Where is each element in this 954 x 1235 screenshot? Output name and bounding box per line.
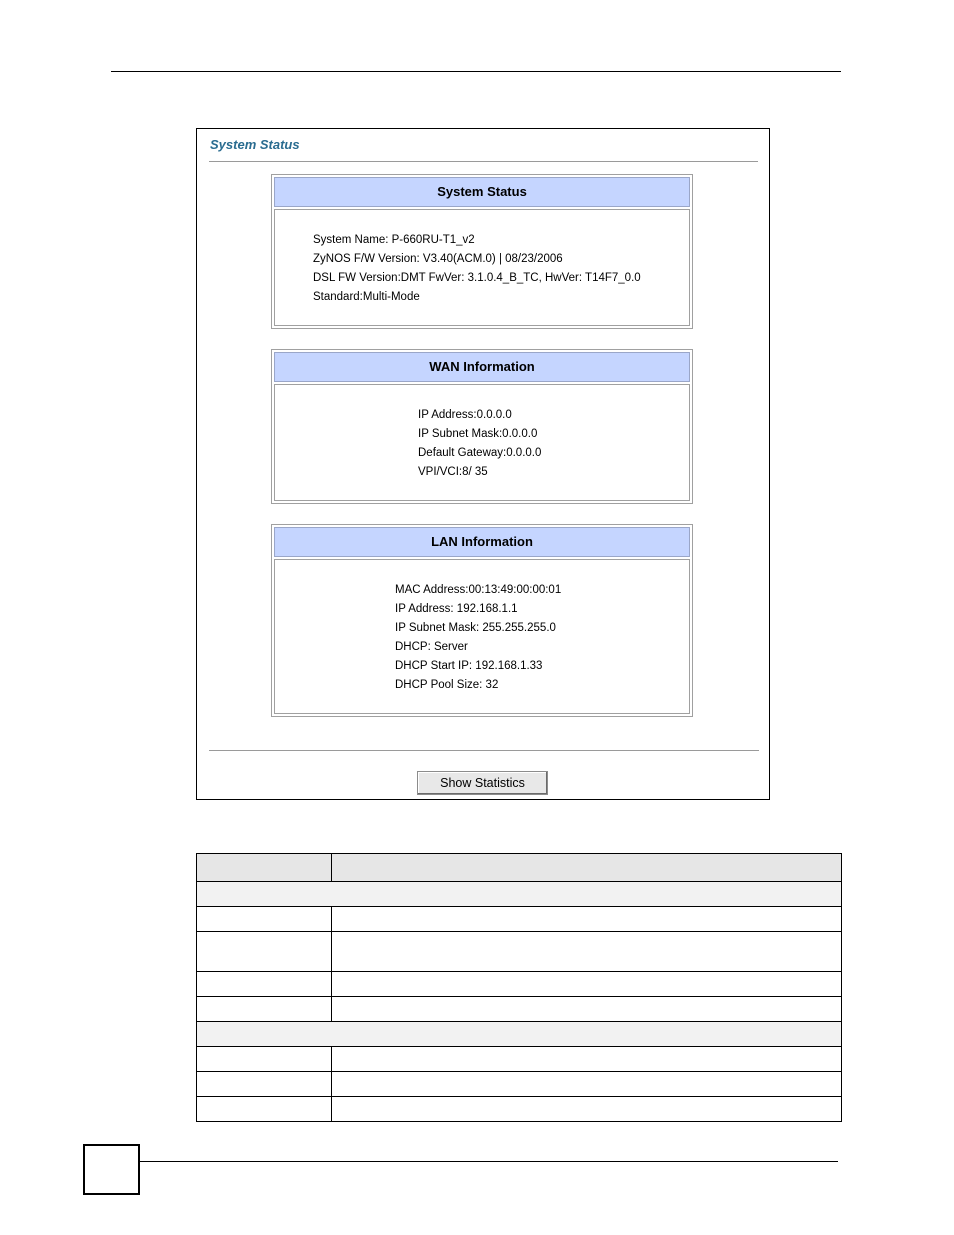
lan-information-panel-body xyxy=(274,559,690,714)
table-row xyxy=(197,1047,842,1072)
table-row xyxy=(197,907,842,932)
table-cell xyxy=(332,972,842,997)
lan-mac-address-line: MAC Address:00:13:49:00:00:01 xyxy=(395,584,562,596)
field-description-table xyxy=(196,853,842,1122)
screen-title: System Status xyxy=(210,137,300,152)
title-divider xyxy=(209,161,758,162)
table-row xyxy=(197,972,842,997)
table-row xyxy=(197,932,842,972)
table-cell xyxy=(332,1047,842,1072)
header-rule xyxy=(111,71,841,72)
lan-information-panel-header: LAN Information xyxy=(274,527,690,557)
table-section-cell xyxy=(197,882,842,907)
system-status-screen xyxy=(196,128,770,800)
table-cell xyxy=(197,972,332,997)
table-cell xyxy=(332,1072,842,1097)
lan-dhcp-line: DHCP: Server xyxy=(395,641,468,653)
table-cell xyxy=(332,997,842,1022)
table-header-cell xyxy=(332,854,842,882)
system-status-panel xyxy=(271,174,693,329)
table-cell xyxy=(197,1097,332,1122)
table-section-row xyxy=(197,1022,842,1047)
table-cell xyxy=(332,907,842,932)
wan-information-panel-body xyxy=(274,384,690,501)
footer-divider xyxy=(209,750,759,751)
firmware-version-line: ZyNOS F/W Version: V3.40(ACM.0) | 08/23/2006 xyxy=(313,253,563,265)
table-section-cell xyxy=(197,1022,842,1047)
wan-subnet-mask-line: IP Subnet Mask:0.0.0.0 xyxy=(418,428,538,440)
wan-information-panel-header: WAN Information xyxy=(274,352,690,382)
lan-ip-address-line: IP Address: 192.168.1.1 xyxy=(395,603,518,615)
table-cell xyxy=(197,1072,332,1097)
table-cell xyxy=(197,1047,332,1072)
dsl-fw-version-line: DSL FW Version:DMT FwVer: 3.1.0.4_B_TC, HwVer: T14F7_0.0 xyxy=(313,272,641,284)
system-status-panel-body xyxy=(274,209,690,326)
wan-information-panel xyxy=(271,349,693,504)
table-cell xyxy=(332,932,842,972)
wan-vpi-vci-line: VPI/VCI:8/ 35 xyxy=(418,466,488,478)
table-cell xyxy=(197,932,332,972)
table-row xyxy=(197,1097,842,1122)
table-cell xyxy=(332,1097,842,1122)
table-cell xyxy=(197,907,332,932)
show-statistics-button[interactable]: Show Statistics xyxy=(417,771,548,795)
system-name-line: System Name: P-660RU-T1_v2 xyxy=(313,234,475,246)
lan-dhcp-start-ip-line: DHCP Start IP: 192.168.1.33 xyxy=(395,660,543,672)
table-row xyxy=(197,1072,842,1097)
lan-information-panel xyxy=(271,524,693,717)
lan-dhcp-pool-size-line: DHCP Pool Size: 32 xyxy=(395,679,499,691)
footer-rule xyxy=(140,1161,838,1162)
table-cell xyxy=(197,997,332,1022)
table-row xyxy=(197,997,842,1022)
lan-subnet-mask-line: IP Subnet Mask: 255.255.255.0 xyxy=(395,622,556,634)
table-header-row xyxy=(197,854,842,882)
page-number-box xyxy=(83,1144,140,1195)
table-section-row xyxy=(197,882,842,907)
table-header-cell xyxy=(197,854,332,882)
wan-ip-address-line: IP Address:0.0.0.0 xyxy=(418,409,512,421)
wan-default-gateway-line: Default Gateway:0.0.0.0 xyxy=(418,447,542,459)
standard-line: Standard:Multi-Mode xyxy=(313,291,420,303)
system-status-panel-header: System Status xyxy=(274,177,690,207)
